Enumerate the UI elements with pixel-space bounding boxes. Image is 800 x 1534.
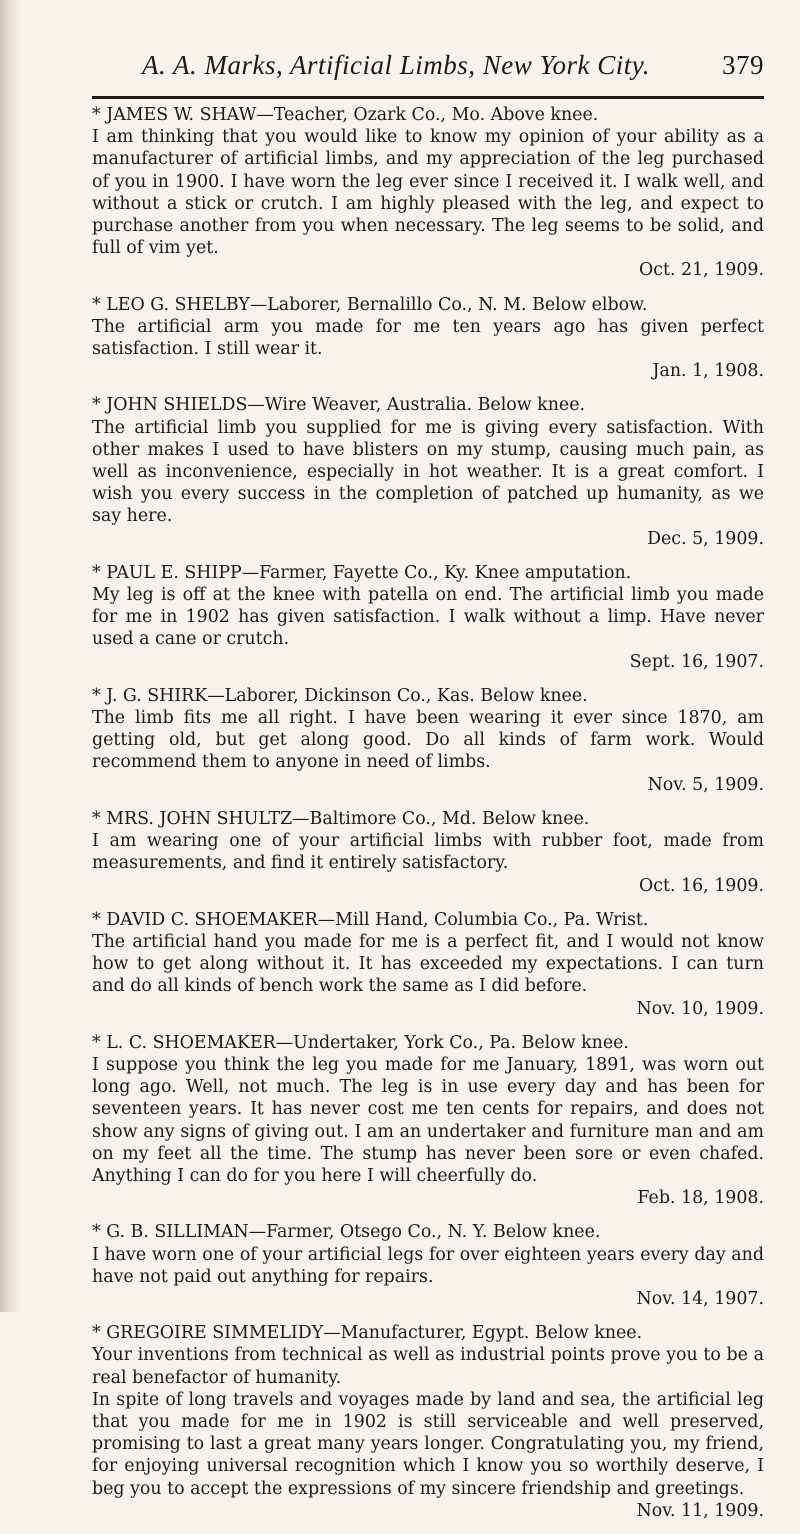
testimonial-text: I have worn one of your artificial legs for over eighteen years every day and have not paid out anything for repairs. [92, 1244, 764, 1287]
testimonial-heading: * JOHN SHIELDS—Wire Weaver, Australia. Below knee. [92, 395, 586, 416]
testimonial-text: My leg is off at the knee with patella on end. The artificial limb you made for me in 1902 has given satisfaction. I walk without a limp. Have never used a cane or crutch. [92, 585, 764, 650]
testimonial-text: I am wearing one of your artificial limbs with rubber foot, made from measurements, and find it entirely satisfactory. [92, 831, 764, 874]
testimonial-heading: * G. B. SILLIMAN—Farmer, Otsego Co., N. Y. Below knee. [92, 1222, 601, 1243]
testimonial-entry [92, 685, 764, 796]
testimonial-entry [92, 1221, 764, 1310]
testimonial-date: Nov. 14, 1907. [636, 1288, 764, 1309]
testimonial-heading: * JAMES W. SHAW—Teacher, Ozark Co., Mo. Above knee. [92, 105, 599, 125]
testimonial-text: The limb fits me all right. I have been wearing it ever since 1870, am getting old, but get along good. Do all kinds of farm work. Would recommend them to anyone in need of limbs. [92, 708, 764, 773]
testimonial-entry [92, 808, 764, 897]
testimonial-entry [92, 394, 764, 549]
testimonial-text: I am thinking that you would like to know my opinion of your ability as a manufacturer of artificial limbs, and my appreciation of the leg purchased of you in 1900. I have worn the leg ever since I received it. I walk well, and without a stick or crutch. I am highly pleased with the leg, and expect to purchase another from you when necessary. The leg seems to be solid, and full of vim yet. [92, 127, 764, 259]
testimonial-heading: * MRS. JOHN SHULTZ—Baltimore Co., Md. Below knee. [92, 808, 590, 829]
testimonial-heading: * GREGOIRE SIMMELIDY—Manufacturer, Egypt. Below knee. [92, 1323, 643, 1344]
testimonial-text: I suppose you think the leg you made for me January, 1891, was worn out long ago. Well, not much. The leg is in use every day and has been for seventeen years. It has never cost me ten cents for repairs, and does not show any signs of giving out. I am an undertaker and furniture man and am on my feet all the time. The stump has never been sore or even chafed. Anything I can do for you here I will cheerfully do. [92, 1054, 764, 1186]
testimonial-heading: * PAUL E. SHIPP—Farmer, Fayette Co., Ky. Knee amputation. [92, 562, 632, 583]
testimonial-text: The artificial arm you made for me ten years ago has given perfect satisfaction. I still wear it. [92, 316, 764, 360]
page-number: 379 [722, 50, 764, 80]
testimonial-entry [92, 1322, 764, 1522]
page-binding-edge [0, 0, 22, 1312]
testimonial-date: Oct. 16, 1909. [638, 875, 764, 896]
running-title: A. A. Marks, Artificial Limbs, New York City. [142, 50, 651, 80]
testimonial-entry [92, 562, 764, 673]
testimonial-date: Jan. 1, 1908. [652, 361, 764, 382]
testimonial-heading: * DAVID C. SHOEMAKER—Mill Hand, Columbia Co., Pa. Wrist. [92, 909, 649, 930]
testimonial-list [92, 104, 764, 1534]
testimonial-entry [92, 294, 764, 383]
testimonial-text: Your inventions from technical as well as industrial points prove you to be a real benefactor of humanity. [92, 1345, 764, 1388]
testimonial-entry [92, 1032, 764, 1210]
header-rule [92, 96, 764, 99]
testimonial-entry [92, 909, 764, 1020]
testimonial-date: Sept. 16, 1907. [629, 651, 764, 672]
testimonial-text: The artificial hand you made for me is a perfect fit, and I would not know how to get along without it. It has exceeded my expectations. I can turn and do all kinds of bench work the same as I did before. [92, 931, 764, 997]
testimonial-heading: * L. C. SHOEMAKER—Undertaker, York Co., Pa. Below knee. [92, 1032, 629, 1053]
testimonial-date: Feb. 18, 1908. [637, 1188, 764, 1209]
testimonial-date: Nov. 11, 1909. [636, 1500, 764, 1521]
testimonial-date: Nov. 10, 1909. [636, 998, 764, 1019]
testimonial-date: Oct. 21, 1909. [638, 260, 764, 281]
testimonial-date: Dec. 5, 1909. [647, 528, 764, 549]
testimonial-entry [92, 104, 764, 282]
testimonial-date: Nov. 5, 1909. [647, 774, 764, 795]
testimonial-text: The artificial limb you supplied for me is giving every satisfaction. With other makes I used to have blisters on my stump, causing much pain, as well as inconvenience, especially in hot weather. It is a great comfort. I wish you every success in the completion of patched up humanity, as we say here. [92, 417, 764, 527]
testimonial-text: In spite of long travels and voyages made by land and sea, the artificial leg that you made for me in 1902 is still serviceable and well preserved, promising to last a great many years longer. Congratulating you, my friend, for enjoying universal recognition which I know you so worthily deserve, I beg you to accept the expressions of my sincere friendship and greetings. [92, 1389, 764, 1499]
testimonial-heading: * LEO G. SHELBY—Laborer, Bernalillo Co., N. M. Below elbow. [92, 294, 648, 315]
testimonial-heading: * J. G. SHIRK—Laborer, Dickinson Co., Kas. Below knee. [92, 685, 588, 706]
